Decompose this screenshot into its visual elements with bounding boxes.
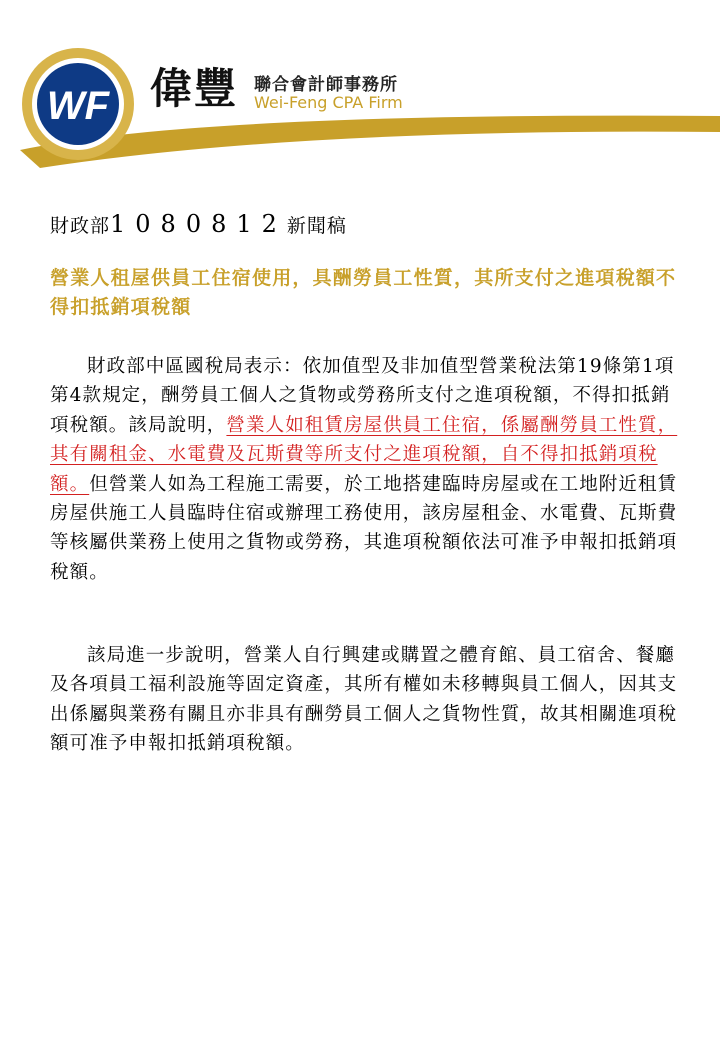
firm-name-en: Wei-Feng CPA Firm <box>254 93 403 112</box>
press-release-source <box>50 210 347 238</box>
brand-name-cn: 偉豐 <box>150 64 239 113</box>
paragraph-1-highlight: 營業人如租賃房屋供員工住宿，係屬酬勞員工性質，其有關租金、水電費及瓦斯費等所支付之進項稅額，自不得扣抵銷項稅額。 <box>50 414 678 495</box>
paragraph-1 <box>50 352 690 587</box>
source-prefix: 財政部 <box>50 215 111 237</box>
logo-text: WF <box>46 84 110 128</box>
paragraph-2: 該局進一步說明，營業人自行興建或購置之體育館、員工宿舍、餐廳及各項員工福利設施等固定資產，其所有權如未移轉與員工個人，因其支出係屬與業務有關且亦非具有酬勞員工個人之貨物性質，故其相關進項稅額可准予申報扣抵銷項稅額。 <box>50 645 678 755</box>
source-suffix: 新聞稿 <box>286 215 347 237</box>
firm-name-cn: 聯合會計師事務所 <box>254 75 398 95</box>
paragraph-1-intro: 財政部中區國稅局表示：依加值型及非加值型營業稅法第19條第1項第4款規定，酬勞員工個人之貨物或勞務所支付之進項稅額，不得扣抵銷項稅額。該局說明， <box>50 356 675 436</box>
letterhead <box>0 0 720 200</box>
source-date: 1080812 <box>110 210 287 238</box>
paragraph-1-rest: 但營業人如為工程施工需要，於工地搭建臨時房屋或在工地附近租賃房屋供施工人員臨時住宿或辦理工務使用，該房屋租金、水電費、瓦斯費等核屬供業務上使用之貨物或勞務，其進項稅額依法可准予申報扣抵銷項稅額。 <box>50 473 678 583</box>
headline: 營業人租屋供員工住宿使用，具酬勞員工性質，其所支付之進項稅額不得扣抵銷項稅額 <box>50 267 677 318</box>
